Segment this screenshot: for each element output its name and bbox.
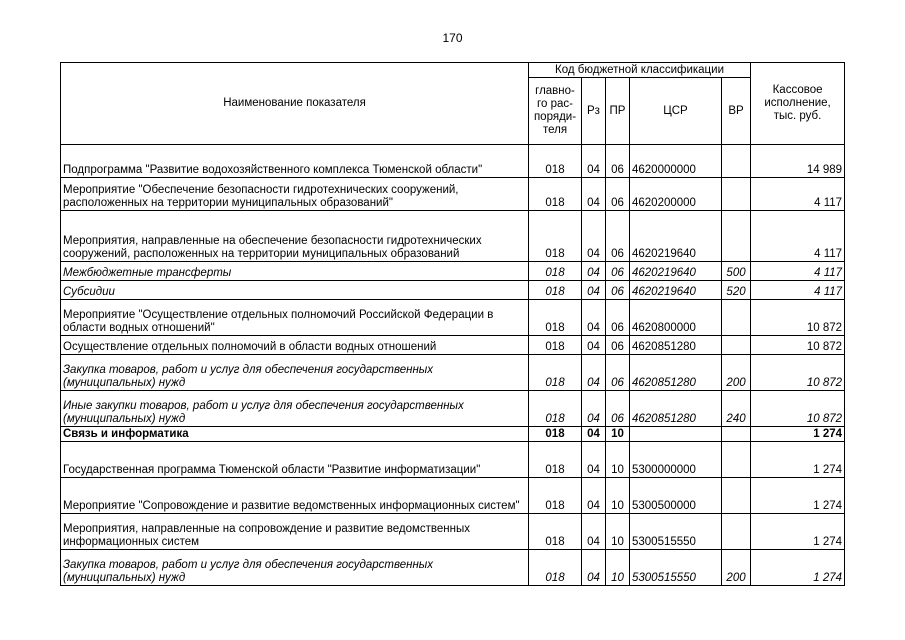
row-amount: 10 872 — [751, 336, 845, 355]
row-glav: 018 — [529, 550, 582, 586]
row-rz: 04 — [582, 478, 606, 514]
table-row — [61, 300, 845, 336]
budget-table — [60, 62, 845, 586]
row-csr: 5300500000 — [630, 478, 722, 514]
row-rz: 04 — [582, 281, 606, 300]
row-csr: 4620200000 — [630, 178, 722, 211]
row-rz: 04 — [582, 442, 606, 478]
row-pr: 10 — [606, 442, 630, 478]
row-amount: 14 989 — [751, 145, 845, 178]
row-name: Подпрограмма "Развитие водохозяйственного комплекса Тюменской области" — [61, 145, 529, 178]
row-csr: 4620219640 — [630, 262, 722, 281]
header-code-group: Код бюджетной классификации — [529, 63, 751, 78]
row-vr — [722, 145, 751, 178]
row-csr: 4620800000 — [630, 300, 722, 336]
row-csr: 5300000000 — [630, 442, 722, 478]
row-vr — [722, 178, 751, 211]
table-row — [61, 391, 845, 427]
row-name: Осуществление отдельных полномочий в области водных отношений — [61, 336, 529, 355]
row-amount: 10 872 — [751, 391, 845, 427]
row-amount: 1 274 — [751, 514, 845, 550]
header-name: Наименование показателя — [61, 63, 529, 145]
row-glav: 018 — [529, 178, 582, 211]
row-csr: 4620219640 — [630, 281, 722, 300]
row-pr: 06 — [606, 355, 630, 391]
row-rz: 04 — [582, 336, 606, 355]
row-name: Иные закупки товаров, работ и услуг для обеспечения государственных (муниципальных) нужд — [61, 391, 529, 427]
row-glav: 018 — [529, 281, 582, 300]
table-row — [61, 211, 845, 262]
row-vr — [722, 427, 751, 442]
row-glav: 018 — [529, 336, 582, 355]
row-name: Межбюджетные трансферты — [61, 262, 529, 281]
row-glav: 018 — [529, 355, 582, 391]
header-vr: ВР — [722, 78, 751, 145]
row-vr — [722, 300, 751, 336]
row-vr — [722, 478, 751, 514]
row-amount: 10 872 — [751, 300, 845, 336]
row-csr: 4620851280 — [630, 355, 722, 391]
row-amount: 1 274 — [751, 550, 845, 586]
header-glav: главно- го рас- поряди- теля — [529, 78, 582, 145]
table-row — [61, 262, 845, 281]
row-pr: 06 — [606, 336, 630, 355]
row-glav: 018 — [529, 300, 582, 336]
row-csr: 4620219640 — [630, 211, 722, 262]
row-vr — [722, 514, 751, 550]
row-amount: 10 872 — [751, 355, 845, 391]
table-row — [61, 355, 845, 391]
row-vr: 520 — [722, 281, 751, 300]
row-rz: 04 — [582, 300, 606, 336]
row-vr — [722, 211, 751, 262]
row-vr: 500 — [722, 262, 751, 281]
row-csr — [630, 427, 722, 442]
row-amount: 4 117 — [751, 262, 845, 281]
row-glav: 018 — [529, 262, 582, 281]
row-rz: 04 — [582, 355, 606, 391]
row-amount: 1 274 — [751, 427, 845, 442]
row-rz: 04 — [582, 550, 606, 586]
table-row — [61, 550, 845, 586]
header-amount: Кассовое исполнение, тыс. руб. — [751, 63, 845, 145]
row-rz: 04 — [582, 211, 606, 262]
row-glav: 018 — [529, 514, 582, 550]
row-glav: 018 — [529, 211, 582, 262]
row-rz: 04 — [582, 145, 606, 178]
row-name: Субсидии — [61, 281, 529, 300]
row-name: Мероприятия, направленные на обеспечение безопасности гидротехнических сооружений, расположенных на территории муниципальных образований — [61, 211, 529, 262]
page-number: 170 — [442, 31, 463, 45]
row-glav: 018 — [529, 145, 582, 178]
table-row — [61, 281, 845, 300]
row-amount: 1 274 — [751, 442, 845, 478]
row-pr: 06 — [606, 178, 630, 211]
row-rz: 04 — [582, 427, 606, 442]
row-csr: 5300515550 — [630, 514, 722, 550]
row-glav: 018 — [529, 478, 582, 514]
row-name: Закупка товаров, работ и услуг для обеспечения государственных (муниципальных) нужд — [61, 550, 529, 586]
row-glav: 018 — [529, 391, 582, 427]
row-csr: 5300515550 — [630, 550, 722, 586]
row-amount: 4 117 — [751, 211, 845, 262]
row-pr: 10 — [606, 427, 630, 442]
row-pr: 06 — [606, 391, 630, 427]
table-row — [61, 178, 845, 211]
row-name: Мероприятия, направленные на сопровождение и развитие ведомственных информационных систем — [61, 514, 529, 550]
row-vr: 240 — [722, 391, 751, 427]
row-name: Связь и информатика — [61, 427, 529, 442]
row-name: Государственная программа Тюменской области "Развитие информатизации" — [61, 442, 529, 478]
row-amount: 1 274 — [751, 478, 845, 514]
row-amount: 4 117 — [751, 178, 845, 211]
table-row — [61, 442, 845, 478]
row-csr: 4620851280 — [630, 391, 722, 427]
row-csr: 4620851280 — [630, 336, 722, 355]
row-pr: 10 — [606, 514, 630, 550]
table-row — [61, 336, 845, 355]
table-body — [61, 145, 845, 586]
row-vr: 200 — [722, 355, 751, 391]
row-name: Мероприятие "Осуществление отдельных полномочий Российской Федерации в области водных отношений" — [61, 300, 529, 336]
row-rz: 04 — [582, 391, 606, 427]
row-glav: 018 — [529, 427, 582, 442]
row-pr: 06 — [606, 281, 630, 300]
row-vr — [722, 336, 751, 355]
row-vr: 200 — [722, 550, 751, 586]
row-pr: 10 — [606, 478, 630, 514]
row-name: Мероприятие "Обеспечение безопасности гидротехнических сооружений, расположенных на территории муниципальных образований" — [61, 178, 529, 211]
header-csr: ЦСР — [630, 78, 722, 145]
row-rz: 04 — [582, 262, 606, 281]
table-row — [61, 514, 845, 550]
header-pr: ПР — [606, 78, 630, 145]
table-row — [61, 145, 845, 178]
header-rz: Рз — [582, 78, 606, 145]
row-name: Закупка товаров, работ и услуг для обеспечения государственных (муниципальных) нужд — [61, 355, 529, 391]
row-pr: 06 — [606, 211, 630, 262]
row-rz: 04 — [582, 514, 606, 550]
row-pr: 06 — [606, 145, 630, 178]
row-pr: 06 — [606, 262, 630, 281]
row-amount: 4 117 — [751, 281, 845, 300]
row-pr: 06 — [606, 300, 630, 336]
row-vr — [722, 442, 751, 478]
table-row — [61, 427, 845, 442]
row-glav: 018 — [529, 442, 582, 478]
row-name: Мероприятие "Сопровождение и развитие ведомственных информационных систем" — [61, 478, 529, 514]
row-pr: 10 — [606, 550, 630, 586]
row-rz: 04 — [582, 178, 606, 211]
table-row — [61, 478, 845, 514]
row-csr: 4620000000 — [630, 145, 722, 178]
